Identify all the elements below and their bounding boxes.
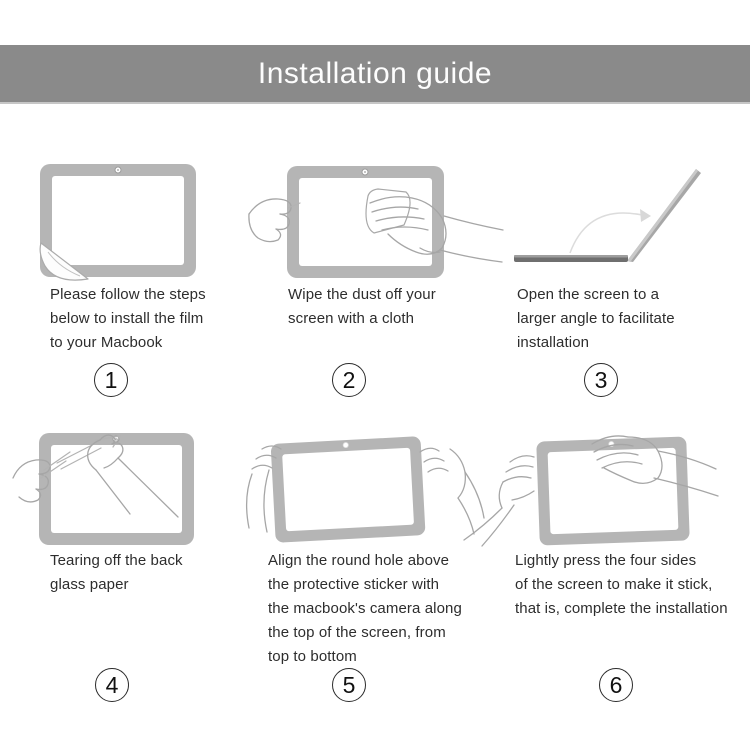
- caption-line: installation: [517, 334, 590, 351]
- caption-line: of the screen to make it stick,: [515, 576, 713, 593]
- page-title: Installation guide: [257, 56, 493, 90]
- step4-number-badge: 4: [95, 668, 129, 702]
- macbook-film-peel-illustration: [20, 155, 235, 285]
- caption-line: glass paper: [50, 576, 129, 593]
- caption-line: Please follow the steps: [50, 286, 206, 303]
- press-four-sides-illustration: [455, 425, 750, 557]
- caption-line: Align the round hole above: [268, 552, 450, 569]
- wipe-screen-cloth-illustration: [245, 155, 507, 290]
- caption-line: below to install the film: [50, 310, 204, 327]
- caption-line: to your Macbook: [50, 334, 163, 351]
- step6-caption: [515, 549, 728, 621]
- caption-line: larger angle to facilitate: [517, 310, 675, 327]
- caption-line: Lightly press the four sides: [515, 552, 697, 569]
- step2-number-badge: 2: [332, 363, 366, 397]
- header-banner: [0, 45, 750, 104]
- step3-number-badge: 3: [584, 363, 618, 397]
- caption-line: screen with a cloth: [288, 310, 415, 327]
- step4-caption: [50, 549, 183, 597]
- caption-line: top to bottom: [268, 648, 357, 665]
- caption-line: that is, complete the installation: [515, 600, 728, 617]
- open-laptop-angle-illustration: [505, 160, 717, 275]
- caption-line: the protective sticker with: [268, 576, 440, 593]
- step6-number-badge: 6: [599, 668, 633, 702]
- step1-number-badge: 1: [94, 363, 128, 397]
- caption-line: Tearing off the back: [50, 552, 183, 569]
- step5-caption: [268, 549, 462, 669]
- caption-line: Open the screen to a: [517, 286, 660, 303]
- step5-number-badge: 5: [332, 668, 366, 702]
- caption-line: the macbook's camera along: [268, 600, 462, 617]
- caption-line: the top of the screen, from: [268, 624, 446, 641]
- caption-line: Wipe the dust off your: [288, 286, 436, 303]
- tear-back-paper-illustration: [10, 425, 235, 557]
- step2-caption: [288, 283, 436, 331]
- step3-caption: [517, 283, 675, 355]
- align-film-two-hands-illustration: [245, 425, 490, 557]
- step1-caption: [50, 283, 206, 355]
